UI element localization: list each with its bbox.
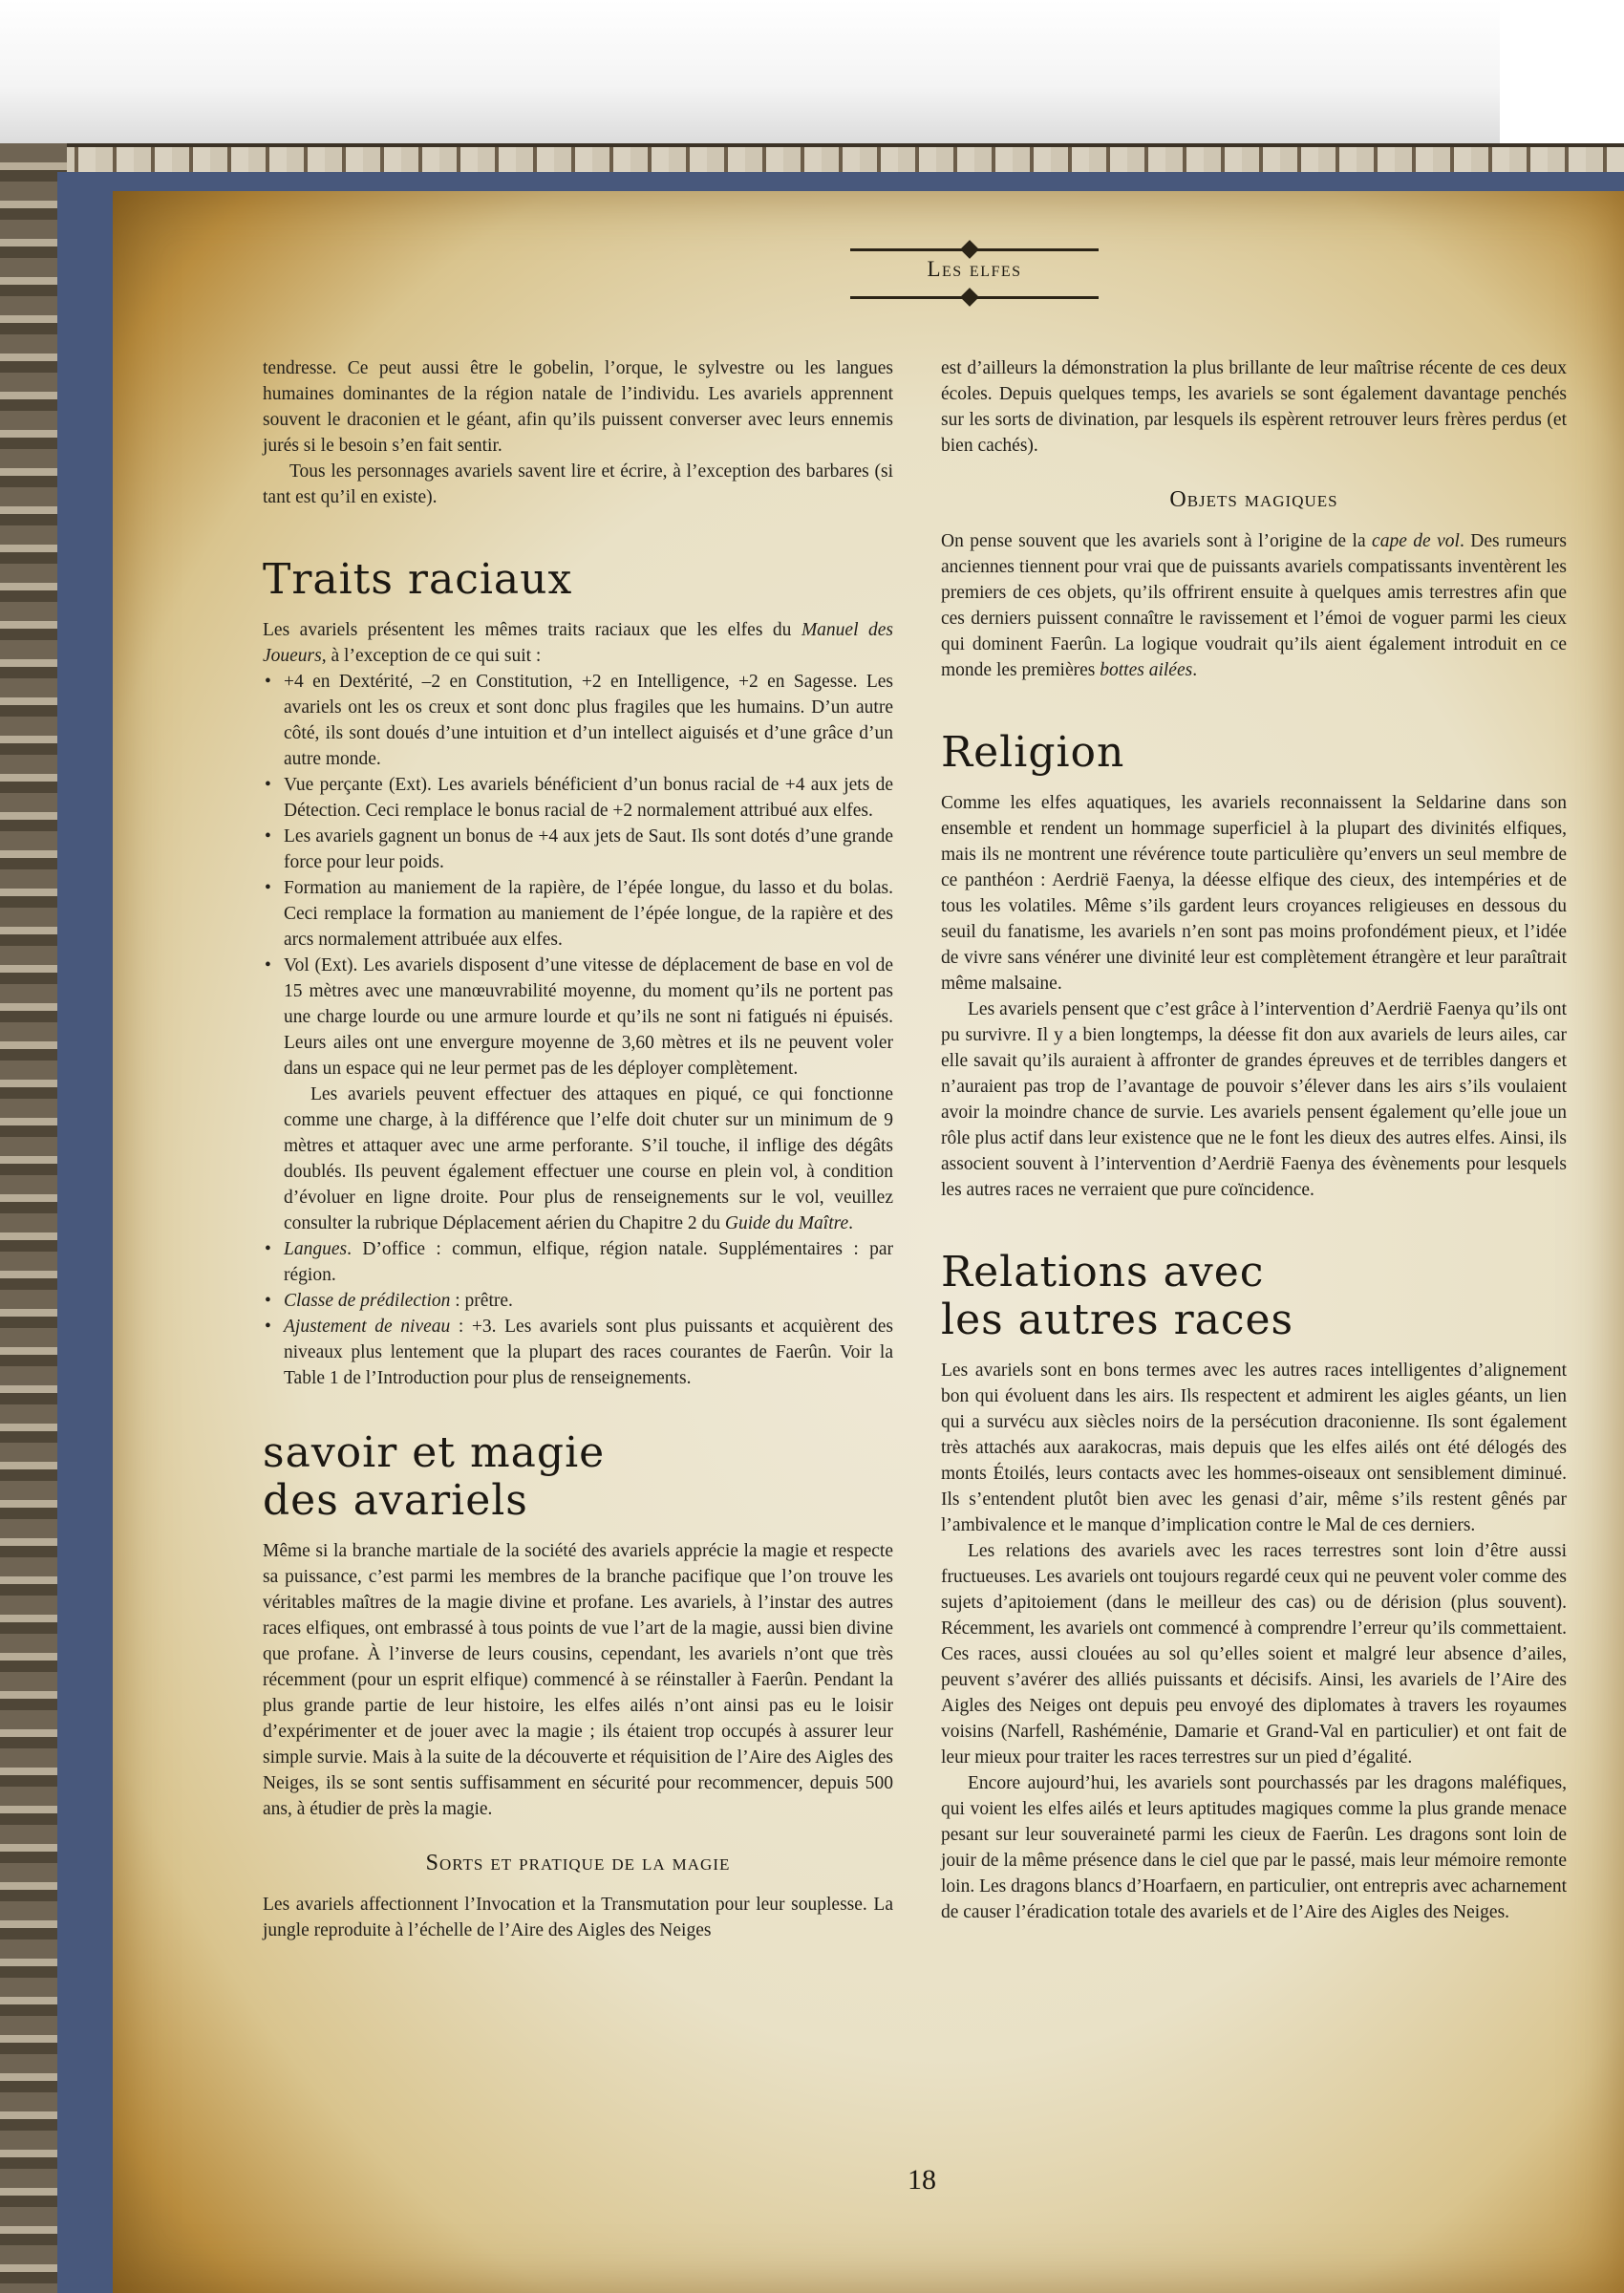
paragraph: Les avariels sont en bons termes avec les autres races intelligentes d’alignement bon qui évoluent dans les airs. Ils respectent et admirent les aigles géants, un lien qui a survécu aux siècles noirs de la persécution draconienne. Ils sont également très attachés aux aarakocras, mais depuis que les elfes ailés ont été délogés des monts Étoilés, leurs contacts avec les hommes-oiseaux ont sensiblement diminué. Ils s’entendent plutôt bien avec les genasi d’air, même s’ils restent gênés par l’ambivalence et le manque d’implication contre le Mal de ces derniers.	[941, 1361, 1567, 1535]
list-item: • +4 en Dextérité, –2 en Constitution, +2 en Intelligence, +2 en Sagesse. Les avariels ont les os creux et sont donc plus fragiles que les humains. D’un autre côté, ils sont doués d’une intuition et d’un intellect aiguisés et d’une grâce d’un autre monde.	[263, 669, 893, 772]
book-reference: Manuel des Joueurs	[263, 620, 894, 666]
subsection-heading-objects: Objets magiques	[1169, 487, 1338, 512]
list-item	[263, 1236, 893, 1288]
right-column	[941, 355, 1567, 1925]
paragraph: Les avariels pensent que c’est grâce à l’intervention d’Aerdrië Faenya qu’ils ont pu survivre. Il y a bien longtemps, la déesse fit don aux avariels de leurs ailes, car elle savait qu’ils auraient à affronter de grandes épreuves et de terribles dangers et n’auraient pas trop de l’avantage de pouvoir s’élever dans les airs s’ils voulaient avoir la moindre chance de survie. Les avariels pensent également qu’elle joue un rôle plus actif dans leur existence que ne le font les dieux des autres elfes. Ainsi, ils associent souvent à l’intervention d’Aerdrië Faenya des évènements pour lesquels les autres races ne verraient que pure coïncidence.	[941, 999, 1567, 1200]
text-run: . Des rumeurs anciennes tiennent pour vrai que de puissants avariels compatissants inventèrent les premiers de ces objets, qu’ils offrirent ensuite à quelques amis terrestres afin que ces derniers puissent connaître le ravissement et l’émoi de voguer parmi les cieux qui dominent Faerûn. La logique voudrait qu’ils aient également introduit en ce monde les premières	[941, 531, 1567, 680]
heading-line: Relations avec	[941, 1248, 1265, 1297]
section-heading-relations	[941, 1249, 1567, 1344]
heading-line: savoir et magie	[263, 1428, 606, 1477]
header-ornament-top	[960, 240, 979, 259]
scanner-lid-shadow	[0, 0, 1500, 143]
traits-list-continued	[263, 1236, 893, 1391]
traits-intro	[263, 617, 893, 669]
paragraph: tendresse. Ce peut aussi être le gobelin, l’orque, le sylvestre ou les langues humaines dominantes de la région natale de l’individu. Les avariels apprennent souvent le draconien et le géant, afin qu’ils puissent converser avec leurs ennemis jurés si le besoin s’en fait sentir.	[263, 358, 893, 456]
left-column	[263, 355, 893, 1943]
trait-label: Ajustement de niveau	[284, 1317, 451, 1337]
text-run: On pense souvent que les avariels sont à l’origine de la	[941, 531, 1373, 551]
running-header	[841, 241, 1108, 308]
text-run: . D’office : commun, elfique, région natale. Supplémentaires : par région.	[284, 1239, 893, 1285]
list-item: • Vue perçante (Ext). Les avariels bénéficient d’un bonus racial de +4 aux jets de Détection. Ceci remplace le bonus racial de +2 normalement attribué aux elfes.	[263, 772, 893, 824]
item-reference: cape de vol	[1372, 531, 1460, 551]
paragraph: Les avariels affectionnent l’Invocation et la Transmutation pour leur souplesse. La jungle reproduite à l’échelle de l’Aire des Aigles des Neiges	[263, 1895, 893, 1940]
paragraph: Encore aujourd’hui, les avariels sont pourchassés par les dragons maléfiques, qui voient les elfes ailés et leurs aptitudes magiques comme la plus grande menace pesant sur leur souveraineté parmi les cieux de Faerûn. Les dragons sont loin de jouir de la même présence dans le ciel que par le passé, mais leur mémoire remonte loin. Les dragons blancs d’Hoarfaern, en particulier, ont entrepris avec acharnement de causer l’éradication totale des avariels et de l’Aire des Aigles des Neiges.	[941, 1773, 1567, 1922]
text-run: Les avariels présentent les mêmes traits raciaux que les elfes du	[263, 620, 801, 640]
list-item	[263, 1288, 893, 1314]
paragraph: Même si la branche martiale de la société des avariels apprécie la magie et respecte sa puissance, c’est parmi les membres de la branche pacifique que l’on trouve les véritables maîtres de la magie divine et profane. Les avariels, à l’instar des autres races elfiques, ont embrassé à tous points de vue l’art de la magie, aussi bien divine que profane. À l’inverse de leurs cousins, cependant, les avariels n’ont que très récemment (pour un esprit elfique) commencé à se réinstaller à Faerûn. Pendant la plus grande partie de leur histoire, les elfes ailés n’ont ainsi pas eu le loisir d’expérimenter et de jouer avec la magie ; ils étaient trop occupés à assurer leur simple survie. Mais à la suite de la découverte et réquisition de l’Aire des Aigles des Neiges, ils se sont sentis suffisamment en sécurité pour recommencer, depuis 500 ans, à étudier de près la magie.	[263, 1541, 893, 1819]
text-run: : +3. Les avariels sont plus puissants et acquièrent des niveaux plus lentement que la plupart des races courantes de Faerûn. Voir la Table 1 de l’Introduction pour plus de renseignements.	[284, 1317, 893, 1388]
list-item: • Vol (Ext). Les avariels disposent d’une vitesse de déplacement de base en vol de 15 mètres avec une manœuvrabilité moyenne, du moment qu’ils ne portent pas une charge lourde ou une armure lourde et qu’ils ne sont ni fatigués ni épuisés. Leurs ailes ont une envergure moyenne de 3,60 mètres et ils ne peuvent voler dans un espace qui ne leur permet pas de les déployer complètement.	[263, 953, 893, 1082]
text-run: .	[1192, 660, 1198, 680]
item-reference: bottes ailées	[1100, 660, 1193, 680]
heading-line: des avariels	[263, 1476, 528, 1525]
header-ornament-bottom	[960, 288, 979, 307]
list-item: • Formation au maniement de la rapière, de l’épée longue, du lasso et du bolas. Ceci remplace la formation au maniement de l’épée longue, de la rapière et des arcs normalement attribuée aux elfes.	[263, 875, 893, 953]
list-item-continuation	[263, 1082, 893, 1236]
subsection-heading-spells: Sorts et pratique de la magie	[425, 1851, 731, 1875]
book-reference: Guide du Maître	[724, 1213, 849, 1233]
trait-label: Classe de prédilection	[284, 1291, 451, 1311]
paragraph: Tous les personnages avariels savent lire et écrire, à l’exception des barbares (si tant est qu’il en existe).	[263, 461, 893, 507]
trait-label: Langues	[284, 1239, 348, 1259]
section-heading-magic	[263, 1429, 893, 1525]
section-heading-traits: Traits raciaux	[263, 555, 573, 604]
page-number: 18	[908, 2164, 936, 2196]
section-heading-religion: Religion	[941, 728, 1125, 777]
text-run: .	[848, 1213, 854, 1233]
text-run: : prêtre.	[450, 1291, 513, 1311]
paragraph: Les relations des avariels avec les races terrestres sont loin d’être aussi fructueuses. Les avariels ont toujours regardé ceux qui ne peuvent voler comme des sujets d’apitoiement (dans le meilleur des cas) ou de dérision (plus souvent). Récemment, les avariels ont commencé à comprendre l’erreur qu’ils commettaient. Ces races, aussi clouées au sol qu’elles soient et malgré leur absence d’ailes, peuvent s’avérer des alliés puissants et décisifs. Ainsi, les avariels de l’Aire des Aigles des Neiges ont depuis peu envoyé des diplomates à travers les royaumes voisins (Narfell, Rashéménie, Damarie et Grand-Val en particulier) et ont fait de leur mieux pour traiter les races terrestres sur un pied d’égalité.	[941, 1541, 1567, 1768]
list-item: • Les avariels gagnent un bonus de +4 aux jets de Saut. Ils sont dotés d’une grande force pour leur poids.	[263, 824, 893, 875]
paragraph: Comme les elfes aquatiques, les avariels reconnaissent la Seldarine dans son ensemble et rendent un hommage superficiel à la plupart des divinités elfiques, mais ils ne montrent une révérence toute particulière qu’envers un seul membre de ce panthéon : Aerdrië Faenya, la déesse elfique des cieux, des intempéries et de tous les volatiles. Même s’ils gardent leurs croyances religieuses en dessous du seuil du fanatisme, les avariels n’en sont pas moins profondément pieux, et l’idée de vivre sans vénérer une divinité leur est complètement étrangère et leur paraîtrait même malsaine.	[941, 793, 1567, 994]
paragraph	[941, 528, 1567, 683]
list-item	[263, 1314, 893, 1391]
traits-list	[263, 669, 893, 1082]
text-run: Les avariels peuvent effectuer des attaques en piqué, ce qui fonctionne comme une charge, à la différence que l’elfe doit chuter sur un minimum de 9 mètres et attaquer avec une arme perforante. S’il touche, il inflige des dégâts doublés. Ils peuvent également effectuer une course en plein vol, à condition d’évoluer en ligne droite. Pour plus de renseignements sur le vol, veuillez consulter la rubrique Déplacement aérien du Chapitre 2 du	[284, 1084, 893, 1233]
heading-line: les autres races	[941, 1296, 1294, 1344]
running-title: Les elfes	[927, 257, 1022, 281]
paragraph: est d’ailleurs la démonstration la plus brillante de leur maîtrise récente de ces deux écoles. Depuis quelques temps, les avariels se sont également davantage penchés sur les sorts de divination, par lesquels ils espèrent retrouver leurs frères perdus (et bien cachés).	[941, 358, 1567, 456]
text-run: , à l’exception de ce qui suit :	[321, 646, 542, 666]
